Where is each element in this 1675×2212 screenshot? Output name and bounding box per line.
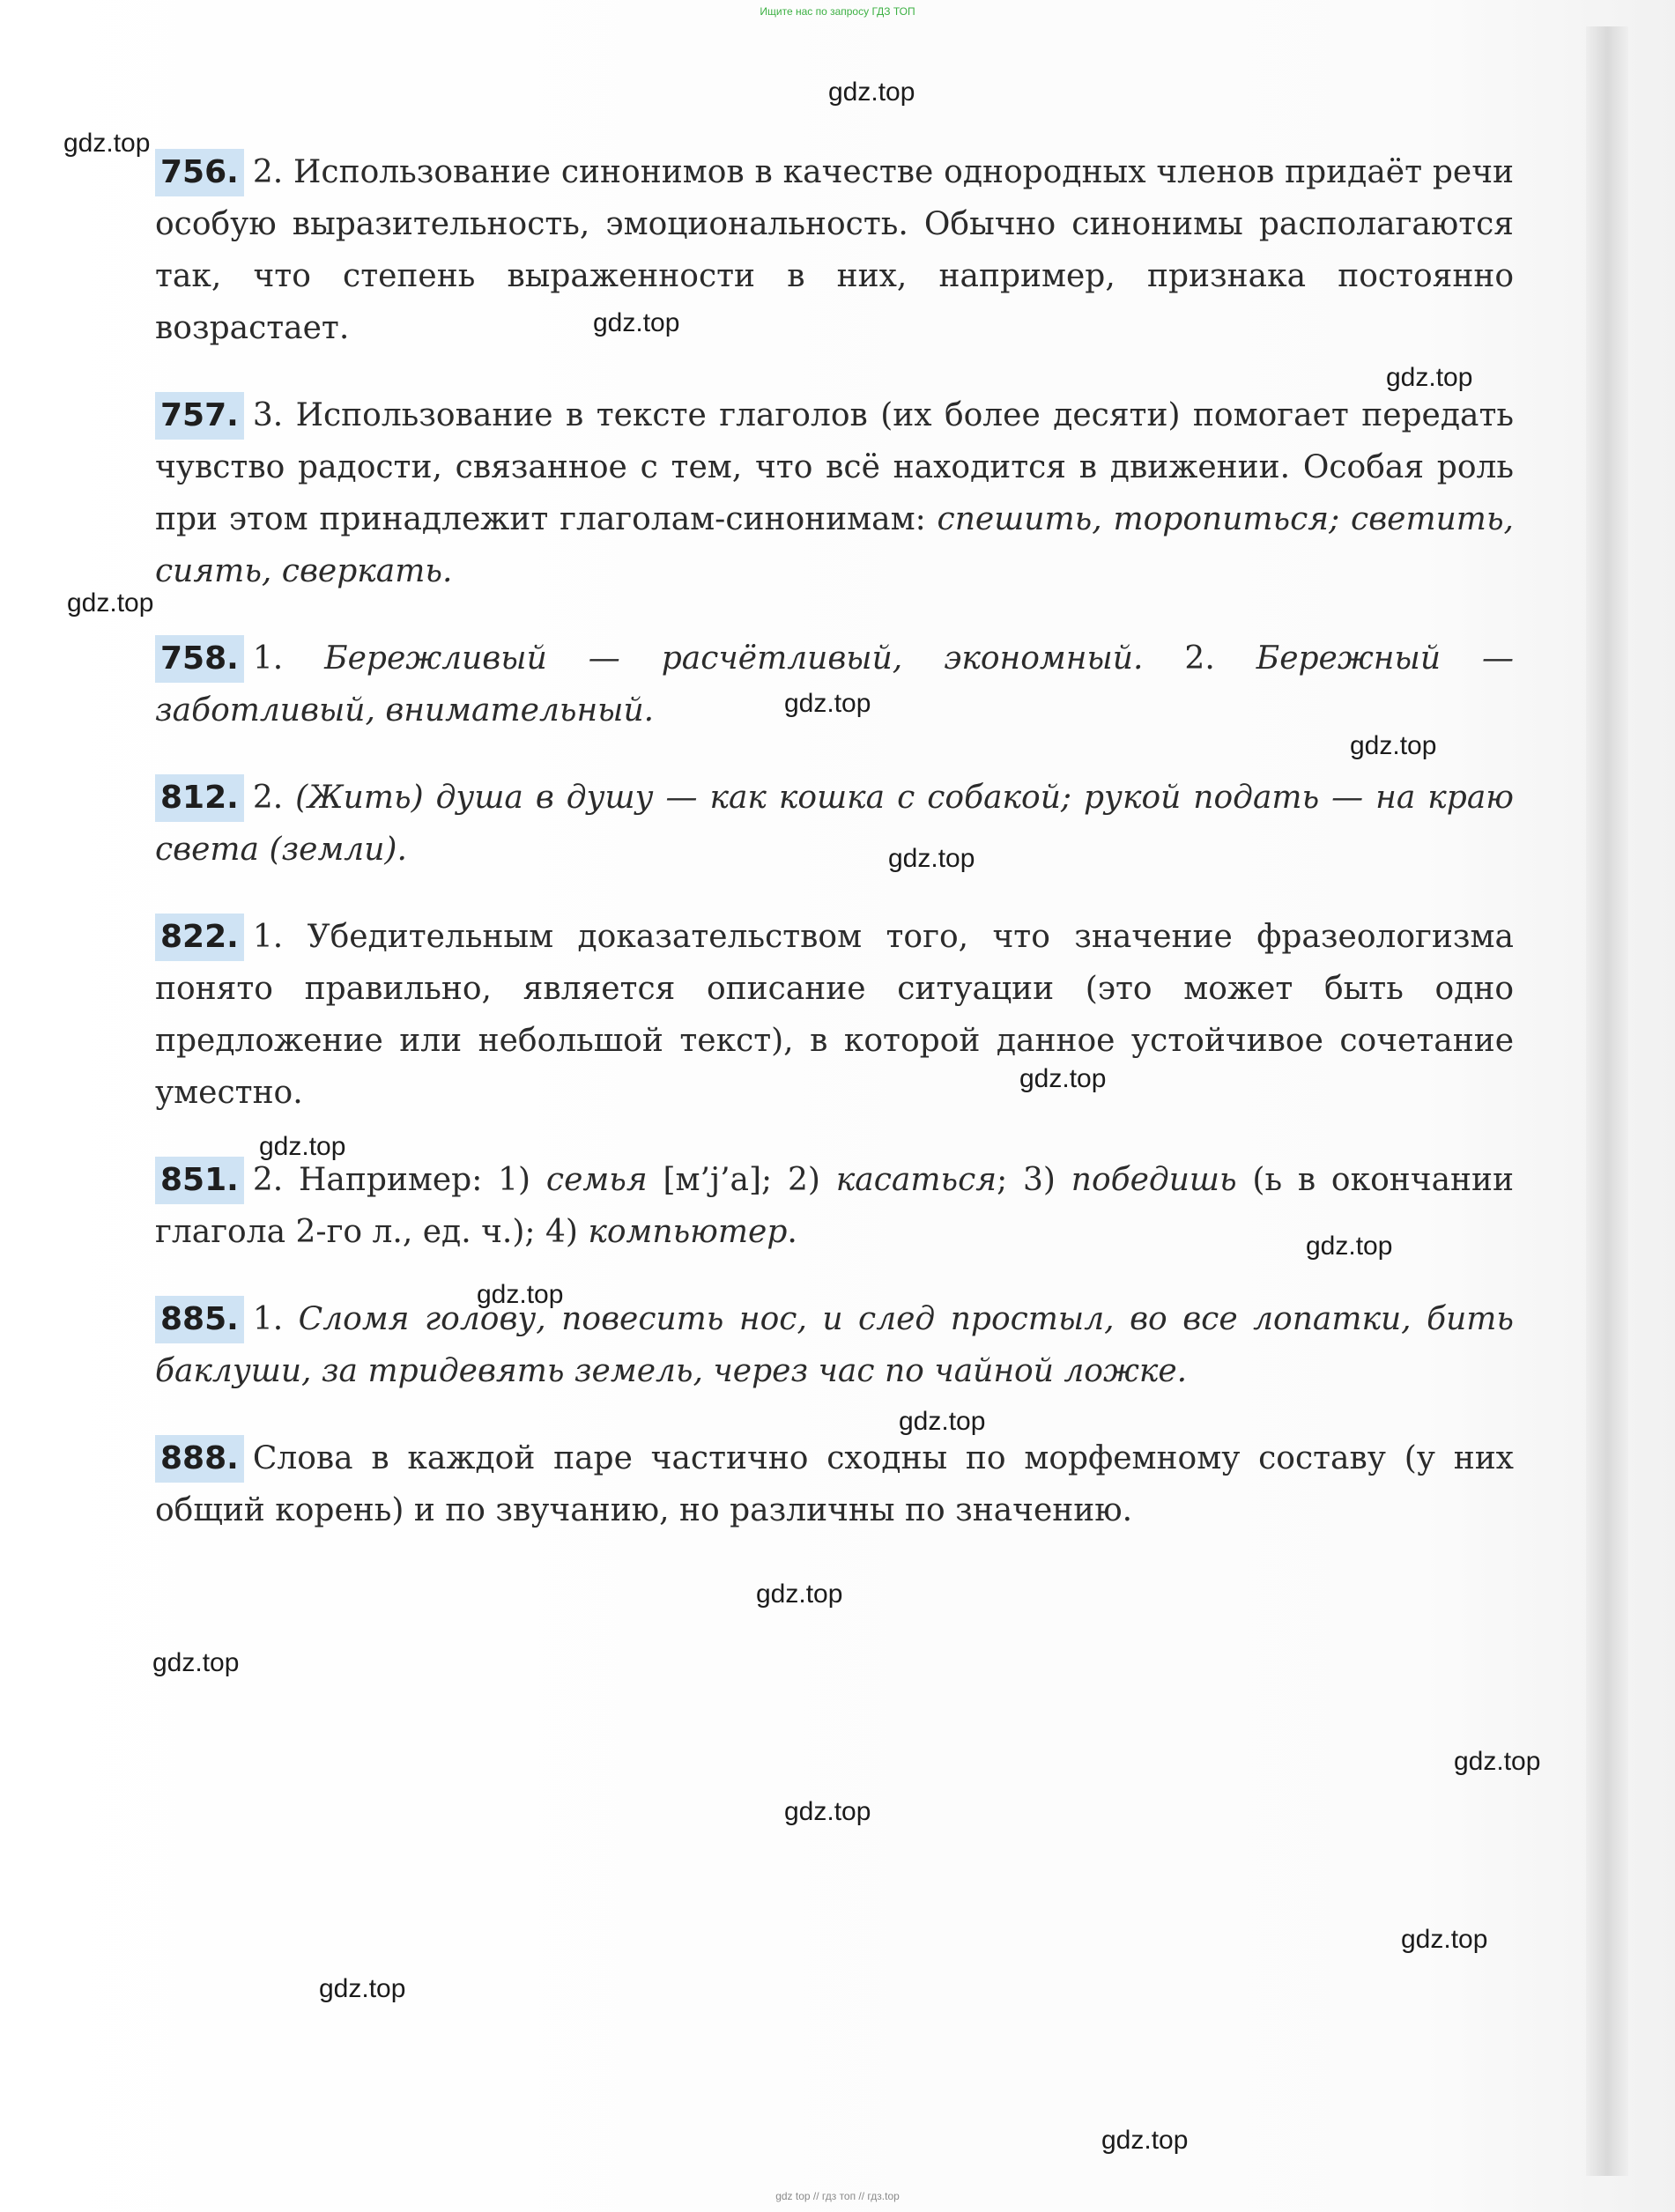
- exercise-number: 758.: [155, 635, 244, 683]
- answer-text: ; 3): [997, 1162, 1071, 1198]
- answer-text-italic: семья: [545, 1162, 648, 1198]
- watermark: gdz.top: [152, 1648, 240, 1677]
- answer-text-italic: Сломя голову, повесить нос, и след простыл, во все лопатки, бить баклуши, за тридевять земель, через час по чайной ложке.: [155, 1301, 1515, 1389]
- answer-text-italic: спешить, торопиться; светить, сиять, сверкать.: [155, 501, 1514, 589]
- answer-text: 2. Например: 1): [252, 1162, 546, 1198]
- watermark: gdz.top: [888, 844, 975, 873]
- answer-text-italic: касаться: [835, 1162, 997, 1198]
- watermark: gdz.top: [1454, 1747, 1541, 1776]
- answer-entry: [155, 911, 1514, 1119]
- watermark: gdz.top: [1401, 1925, 1488, 1954]
- bottom-banner[interactable]: gdz top // гдз топ // гдз.top: [775, 2190, 900, 2202]
- exercise-number: 851.: [155, 1157, 244, 1204]
- answer-text: 1.: [252, 640, 325, 677]
- watermark: gdz.top: [593, 308, 680, 337]
- answer-text: 2. Использование синонимов в качестве однородных членов придаёт речи особую выразительность, эмоциональность. Обычно синонимы располагаются так, что степень выраженности в них, например, признака постоянно возрастает.: [155, 154, 1514, 346]
- answer-text: 3. Использование в тексте глаголов (их более десяти) помогает передать чувство радости, связанное с тем, что всё находится в движении. Особая роль при этом принадлежит глаголам-синонимам:: [155, 397, 1514, 537]
- answer-text-italic: Бережливый — расчётливый, экономный.: [324, 640, 1144, 677]
- watermark: gdz.top: [1101, 2126, 1189, 2155]
- answer-entry: [155, 1293, 1514, 1397]
- answer-entry: [155, 772, 1514, 876]
- top-banner[interactable]: Ищите нас по запросу ГДЗ ТОП: [760, 5, 915, 18]
- answer-text: 2.: [252, 780, 296, 816]
- watermark: gdz.top: [1350, 731, 1437, 760]
- watermark: gdz.top: [67, 588, 154, 618]
- watermark: gdz.top: [899, 1407, 986, 1436]
- answer-text: 1.: [252, 1301, 299, 1337]
- watermark: gdz.top: [784, 1797, 871, 1826]
- answer-text: Слова в каждой паре частично сходны по морфемному составу (у них общий корень) и по звучанию, но различны по значению.: [155, 1440, 1514, 1528]
- answer-text-italic: компьютер: [588, 1214, 788, 1250]
- answer-entry: [155, 389, 1514, 597]
- watermark: gdz.top: [1306, 1232, 1393, 1261]
- exercise-number: 888.: [155, 1435, 244, 1483]
- answer-text: (ь в окончании глагола 2-го л., ед. ч.); 4): [155, 1162, 1515, 1250]
- watermark: gdz.top: [828, 78, 915, 107]
- answer-entry: [155, 146, 1514, 354]
- watermark: gdz.top: [1019, 1064, 1107, 1093]
- answers-content: [155, 146, 1514, 1572]
- watermark: gdz.top: [784, 689, 871, 718]
- answer-entry: [155, 1154, 1514, 1258]
- answer-text-italic: Бережный — заботливый, внимательный.: [155, 640, 1514, 729]
- answer-text: 2.: [1143, 640, 1256, 677]
- answer-entry: [155, 1432, 1514, 1536]
- watermark: gdz.top: [259, 1132, 346, 1161]
- exercise-number: 822.: [155, 914, 244, 961]
- exercise-number: 756.: [155, 149, 244, 196]
- answer-text: .: [787, 1214, 797, 1250]
- exercise-number: 885.: [155, 1296, 244, 1343]
- watermark: gdz.top: [756, 1579, 843, 1609]
- answer-text: [м’j’а]; 2): [647, 1162, 836, 1198]
- page-gutter-shadow: [1586, 26, 1628, 2176]
- answer-text-italic: (Жить) душа в душу — как кошка с собакой; рукой подать — на краю света (земли).: [155, 780, 1514, 868]
- watermark: gdz.top: [1386, 363, 1473, 392]
- watermark: gdz.top: [477, 1280, 564, 1309]
- watermark: gdz.top: [63, 129, 151, 158]
- watermark: gdz.top: [319, 1974, 406, 2003]
- exercise-number: 812.: [155, 774, 244, 822]
- answer-text-italic: победишь: [1071, 1162, 1237, 1198]
- answer-text: 1. Убедительным доказательством того, что значение фразеологизма понято правильно, является описание ситуации (это может быть одно предложение или небольшой текст), в которой данное устойчивое сочетание уместно.: [155, 919, 1514, 1111]
- exercise-number: 757.: [155, 392, 244, 440]
- answer-entry: [155, 633, 1514, 736]
